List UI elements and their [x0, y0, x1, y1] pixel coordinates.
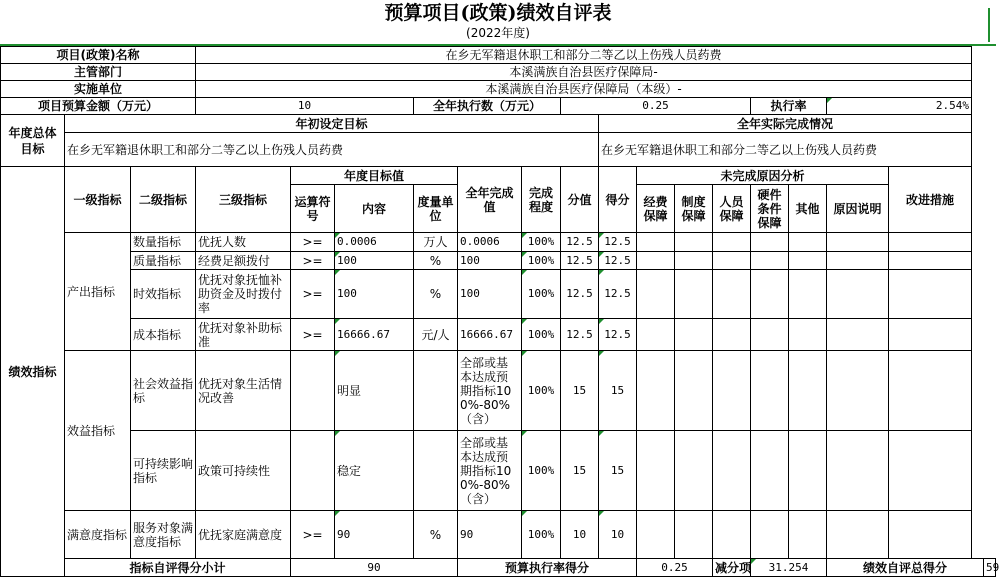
unit-cell[interactable]: %: [414, 511, 458, 559]
score-header: 得分: [599, 167, 637, 233]
op-cell[interactable]: >=: [291, 233, 335, 252]
content-cell[interactable]: 0.0006: [335, 233, 414, 252]
points-cell[interactable]: 15: [561, 431, 599, 511]
reason-cell[interactable]: [827, 511, 889, 559]
reason-cell[interactable]: [789, 319, 827, 351]
goal-actual-text[interactable]: 在乡无军籍退休职工和部分二等乙以上伤残人员药费: [599, 133, 972, 167]
reason-cell[interactable]: [637, 233, 675, 252]
improve-cell[interactable]: [889, 233, 972, 252]
unit-cell[interactable]: %: [414, 270, 458, 319]
value-cell[interactable]: 全部或基本达成预期指标100%-80%（含）: [458, 351, 522, 431]
level3-cell[interactable]: 优抚对象抚恤补助资金及时拨付率: [196, 270, 291, 319]
exec-score-label: 预算执行率得分: [458, 559, 637, 577]
degree-cell[interactable]: 100%: [522, 233, 561, 252]
level3-cell[interactable]: 优抚对象生活情况改善: [196, 351, 291, 431]
deduct-label: 减分项: [713, 559, 751, 577]
cell-marker: [988, 8, 990, 42]
unit-cell[interactable]: [414, 431, 458, 511]
value-cell[interactable]: 100: [458, 270, 522, 319]
reason-cell[interactable]: [713, 351, 751, 431]
target-group-header: 年度目标值: [291, 167, 458, 185]
goal-initial-text[interactable]: 在乡无军籍退休职工和部分二等乙以上伤残人员药费: [65, 133, 599, 167]
level2-cell[interactable]: 成本指标: [131, 319, 196, 351]
deduct-value[interactable]: 31.254: [751, 559, 827, 577]
score-cell[interactable]: 12.5: [599, 252, 637, 270]
budget-label: 项目预算金额（万元）: [1, 98, 196, 115]
exec-label: 全年执行数（万元）: [414, 98, 561, 115]
op-cell[interactable]: [291, 351, 335, 431]
score-cell[interactable]: 15: [599, 431, 637, 511]
reason-cell[interactable]: [751, 270, 789, 319]
reason-cell[interactable]: [751, 319, 789, 351]
reason-cell[interactable]: [789, 431, 827, 511]
dept-label: 主管部门: [1, 64, 196, 81]
degree-header: 完成程度: [522, 167, 561, 233]
level2-cell[interactable]: 时效指标: [131, 270, 196, 319]
subtotal-label: 指标自评得分小计: [65, 559, 291, 577]
points-cell[interactable]: 12.5: [561, 319, 599, 351]
content-cell[interactable]: 明显: [335, 351, 414, 431]
report-year: (2022年度): [466, 26, 530, 40]
value-cell[interactable]: 100: [458, 252, 522, 270]
reason-cell[interactable]: [713, 270, 751, 319]
project-name-row: [1, 47, 996, 64]
score-cell[interactable]: 12.5: [599, 270, 637, 319]
reason-funding-header: 经费保障: [637, 185, 675, 233]
goal-header-row: [1, 115, 996, 133]
degree-cell[interactable]: 100%: [522, 319, 561, 351]
improve-cell[interactable]: [889, 511, 972, 559]
level3-cell[interactable]: 优抚对象补助标准: [196, 319, 291, 351]
level2-cell[interactable]: 社会效益指标: [131, 351, 196, 431]
full-value-header: 全年完成值: [458, 167, 522, 233]
level3-cell[interactable]: 优抚家庭满意度: [196, 511, 291, 559]
reason-cell[interactable]: [637, 431, 675, 511]
value-cell[interactable]: 16666.67: [458, 319, 522, 351]
group-satisfaction: 满意度指标: [65, 511, 131, 559]
table-row: [1, 233, 996, 252]
rate-value[interactable]: 2.54%: [827, 98, 972, 115]
level3-header: 三级指标: [196, 167, 291, 233]
level1-header: 一级指标: [65, 167, 131, 233]
unit-cell[interactable]: 万人: [414, 233, 458, 252]
op-cell[interactable]: >=: [291, 511, 335, 559]
budget-value[interactable]: 10: [196, 98, 414, 115]
footer-row: [1, 559, 996, 577]
reason-cell[interactable]: [789, 252, 827, 270]
table-row: [1, 270, 996, 319]
unit-header: 度量单位: [414, 185, 458, 233]
project-name-value[interactable]: 在乡无军籍退休职工和部分二等乙以上伤残人员药费: [196, 47, 972, 64]
reason-cell[interactable]: [675, 351, 713, 431]
performance-table: [0, 46, 999, 577]
content-cell[interactable]: 16666.67: [335, 319, 414, 351]
subtotal-value[interactable]: 90: [291, 559, 458, 577]
reason-hardware-header: 硬件条件保障: [751, 185, 789, 233]
impl-row: [1, 81, 996, 98]
reason-cell[interactable]: [637, 319, 675, 351]
content-header: 内容: [335, 185, 414, 233]
table-row: [1, 351, 996, 431]
total-label: 绩效自评总得分: [827, 559, 984, 577]
goal-text-row: [1, 133, 996, 167]
op-cell[interactable]: >=: [291, 252, 335, 270]
reason-cell[interactable]: [713, 511, 751, 559]
degree-cell[interactable]: 100%: [522, 511, 561, 559]
reason-system-header: 制度保障: [675, 185, 713, 233]
degree-cell[interactable]: 100%: [522, 270, 561, 319]
value-cell[interactable]: 0.0006: [458, 233, 522, 252]
score-cell[interactable]: 12.5: [599, 233, 637, 252]
reason-cell[interactable]: [675, 511, 713, 559]
reason-cell[interactable]: [827, 252, 889, 270]
exec-value[interactable]: 0.25: [561, 98, 751, 115]
improve-header: 改进措施: [889, 167, 972, 233]
reason-cell[interactable]: [789, 511, 827, 559]
reason-cell[interactable]: [713, 252, 751, 270]
reason-cell[interactable]: [751, 431, 789, 511]
group-benefit: 效益指标: [65, 351, 131, 511]
reason-cell[interactable]: [827, 233, 889, 252]
level3-cell[interactable]: 政策可持续性: [196, 431, 291, 511]
reason-cell[interactable]: [637, 270, 675, 319]
degree-cell[interactable]: 100%: [522, 351, 561, 431]
table-row: [1, 511, 996, 559]
reason-cell[interactable]: [751, 511, 789, 559]
reason-cell[interactable]: [637, 511, 675, 559]
unit-cell[interactable]: 元/人: [414, 319, 458, 351]
total-value[interactable]: 59: [984, 559, 996, 577]
exec-score-value[interactable]: 0.25: [637, 559, 713, 577]
points-cell[interactable]: 15: [561, 351, 599, 431]
improve-cell[interactable]: [889, 270, 972, 319]
reason-cell[interactable]: [789, 270, 827, 319]
reason-cell[interactable]: [751, 351, 789, 431]
page-title: 预算项目(政策)绩效自评表: [384, 2, 612, 24]
level2-cell[interactable]: 数量指标: [131, 233, 196, 252]
value-cell[interactable]: 全部或基本达成预期指标100%-80%（含）: [458, 431, 522, 511]
goal-initial-header: 年初设定目标: [65, 115, 599, 133]
level2-cell[interactable]: 可持续影响指标: [131, 431, 196, 511]
reason-cell[interactable]: [675, 252, 713, 270]
improve-cell[interactable]: [889, 252, 972, 270]
value-cell[interactable]: 90: [458, 511, 522, 559]
improve-cell[interactable]: [889, 351, 972, 431]
content-cell[interactable]: 90: [335, 511, 414, 559]
reason-cell[interactable]: [713, 431, 751, 511]
reason-cell[interactable]: [789, 351, 827, 431]
level3-cell[interactable]: 经费足额拨付: [196, 252, 291, 270]
project-name-label: 项目(政策)名称: [1, 47, 196, 64]
content-cell[interactable]: 100: [335, 252, 414, 270]
level2-cell[interactable]: 服务对象满意度指标: [131, 511, 196, 559]
reason-cell[interactable]: [827, 319, 889, 351]
reason-cell[interactable]: [827, 270, 889, 319]
reason-cell[interactable]: [713, 233, 751, 252]
op-header: 运算符号: [291, 185, 335, 233]
reason-other-header: 其他: [789, 185, 827, 233]
score-cell[interactable]: 15: [599, 351, 637, 431]
op-cell[interactable]: [291, 431, 335, 511]
reason-cell[interactable]: [713, 319, 751, 351]
reason-cell[interactable]: [789, 233, 827, 252]
table-row: [1, 319, 996, 351]
level3-cell[interactable]: 优抚人数: [196, 233, 291, 252]
reason-group-header: 未完成原因分析: [637, 167, 889, 185]
reason-cell[interactable]: [675, 319, 713, 351]
reason-cell[interactable]: [675, 270, 713, 319]
group-output: 产出指标: [65, 233, 131, 351]
points-cell[interactable]: 12.5: [561, 252, 599, 270]
reason-explain-header: 原因说明: [827, 185, 889, 233]
reason-cell[interactable]: [675, 431, 713, 511]
op-cell[interactable]: >=: [291, 319, 335, 351]
points-cell[interactable]: 10: [561, 511, 599, 559]
degree-cell[interactable]: 100%: [522, 252, 561, 270]
reason-cell[interactable]: [675, 233, 713, 252]
points-cell[interactable]: 12.5: [561, 270, 599, 319]
content-cell[interactable]: 100: [335, 270, 414, 319]
goal-row-label: 年度总体目标: [1, 115, 65, 167]
reason-cell[interactable]: [827, 431, 889, 511]
points-header: 分值: [561, 167, 599, 233]
level2-header: 二级指标: [131, 167, 196, 233]
perf-label: 绩效指标: [1, 167, 65, 577]
goal-actual-header: 全年实际完成情况: [599, 115, 972, 133]
points-cell[interactable]: 12.5: [561, 233, 599, 252]
degree-cell[interactable]: 100%: [522, 431, 561, 511]
dept-row: [1, 64, 996, 81]
op-cell[interactable]: >=: [291, 270, 335, 319]
reason-personnel-header: 人员保障: [713, 185, 751, 233]
unit-cell[interactable]: [414, 351, 458, 431]
indicator-header-row-1: [1, 167, 996, 185]
impl-label: 实施单位: [1, 81, 196, 98]
improve-cell[interactable]: [889, 319, 972, 351]
reason-cell[interactable]: [637, 351, 675, 431]
content-cell[interactable]: 稳定: [335, 431, 414, 511]
reason-cell[interactable]: [751, 233, 789, 252]
reason-cell[interactable]: [827, 351, 889, 431]
table-row: [1, 252, 996, 270]
dept-value[interactable]: 本溪满族自治县医疗保障局-: [196, 64, 972, 81]
reason-cell[interactable]: [751, 252, 789, 270]
impl-value[interactable]: 本溪满族自治县医疗保障局（本级）-: [196, 81, 972, 98]
level2-cell[interactable]: 质量指标: [131, 252, 196, 270]
score-cell[interactable]: 10: [599, 511, 637, 559]
table-row: [1, 431, 996, 511]
budget-row: [1, 98, 996, 115]
score-cell[interactable]: 12.5: [599, 319, 637, 351]
rate-label: 执行率: [751, 98, 827, 115]
unit-cell[interactable]: %: [414, 252, 458, 270]
improve-cell[interactable]: [889, 431, 972, 511]
reason-cell[interactable]: [637, 252, 675, 270]
